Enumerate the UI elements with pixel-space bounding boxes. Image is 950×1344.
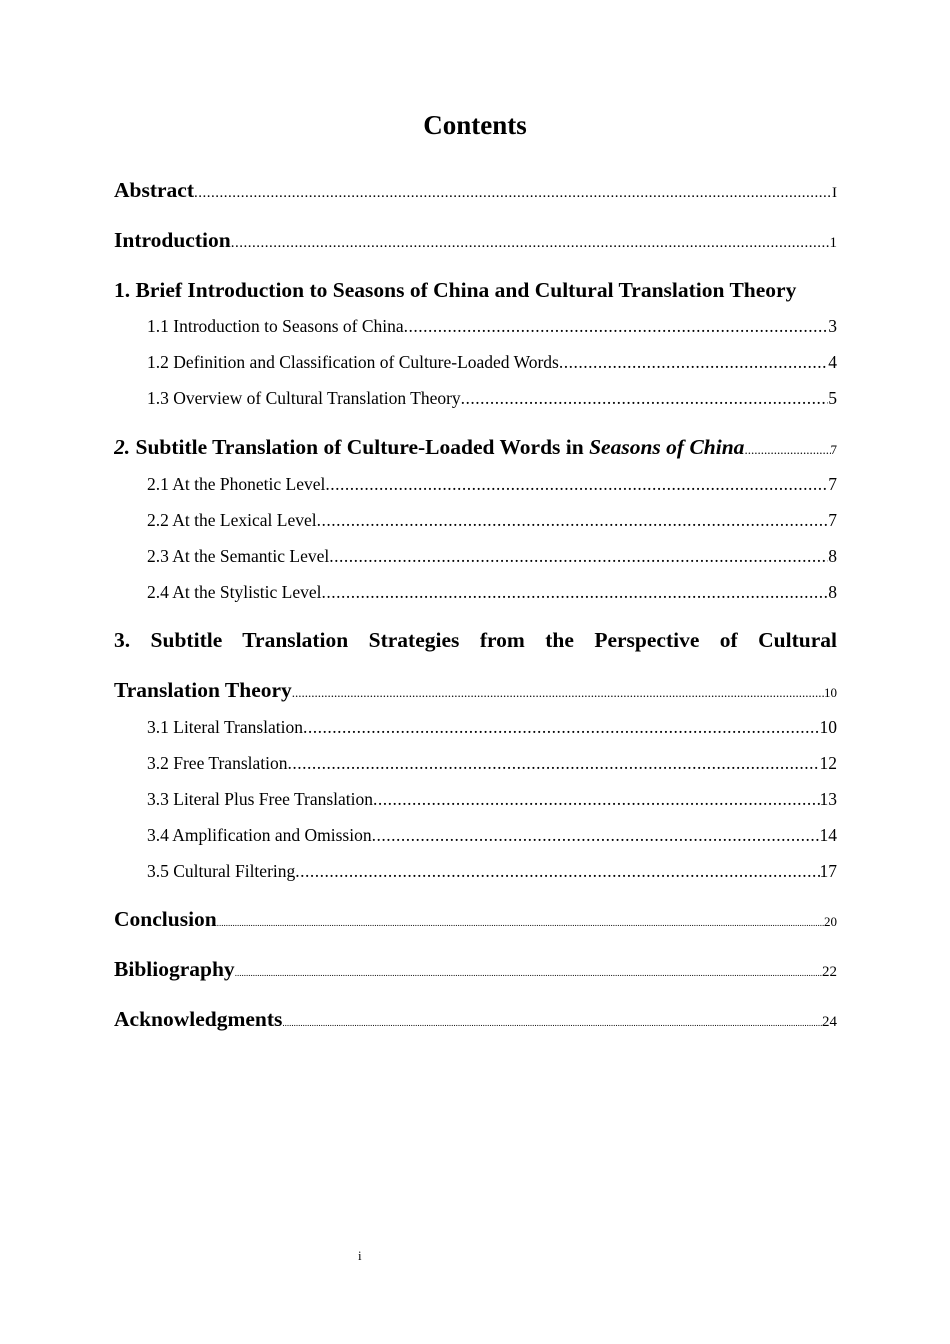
toc-label: Introduction	[114, 228, 231, 252]
toc-label: Conclusion	[114, 907, 217, 931]
dot-leader	[404, 316, 829, 337]
toc-entry-bibliography[interactable]	[114, 957, 837, 982]
toc-page-number: 20	[824, 914, 837, 929]
chapter-label-italic: Seasons of China	[589, 435, 745, 459]
toc-entry-3-5[interactable]	[147, 861, 837, 882]
toc-label: Bibliography	[114, 957, 235, 981]
toc-page-number: 13	[819, 789, 837, 809]
toc-entry-1-2[interactable]	[147, 352, 837, 373]
dot-leader	[317, 510, 829, 531]
toc-entry-3-3[interactable]	[147, 789, 837, 810]
dot-leader	[744, 442, 830, 458]
dot-leader	[559, 352, 828, 373]
toc-page-number: 14	[819, 825, 837, 845]
dot-leader	[288, 753, 820, 774]
toc-entry-2-4[interactable]	[147, 582, 837, 603]
toc-entry-abstract[interactable]	[114, 178, 837, 203]
chapter-number: 2.	[114, 435, 131, 459]
toc-page-number: I	[832, 185, 837, 201]
toc-page-number: 3	[828, 316, 837, 336]
dot-leader	[303, 717, 819, 738]
toc-page-number: 24	[822, 1014, 837, 1030]
toc-page-number: 4	[828, 352, 837, 372]
dot-leader	[373, 789, 819, 810]
toc-label: 3.3 Literal Plus Free Translation	[147, 789, 374, 809]
toc-entry-chapter-3-line-1[interactable]: 3. Subtitle Translation Strategies from the Perspective of Cultural	[114, 628, 837, 652]
toc-entry-2-2[interactable]	[147, 510, 837, 531]
dot-leader	[325, 474, 828, 495]
toc-label	[114, 435, 744, 460]
dot-leader	[194, 185, 832, 202]
dot-leader	[282, 1018, 822, 1028]
toc-page-number: 8	[828, 546, 837, 566]
toc-label: 1. Brief Introduction to Seasons of China and Cultural Translation Theory	[114, 278, 797, 302]
toc-page-number: 7	[830, 442, 837, 457]
toc-entry-2-1[interactable]	[147, 474, 837, 495]
toc-label: 2.4 At the Stylistic Level	[147, 582, 322, 602]
page-title: Contents	[423, 110, 527, 140]
toc-label: 3.5 Cultural Filtering	[147, 861, 296, 881]
toc-label: Translation Theory	[114, 678, 292, 702]
dot-leader	[322, 582, 829, 603]
toc-page-number: 17	[819, 861, 837, 881]
footer-page-number: i	[358, 1248, 362, 1263]
toc-page-number: 7	[828, 474, 837, 494]
toc-entry-3-4[interactable]	[147, 825, 837, 846]
toc-page-number: 7	[828, 510, 837, 530]
toc-label: 3.2 Free Translation	[147, 753, 288, 773]
toc-page-number: 10	[824, 685, 837, 700]
dot-leader	[217, 918, 824, 928]
toc-label: 3.4 Amplification and Omission	[147, 825, 372, 845]
toc-label: 2.2 At the Lexical Level	[147, 510, 317, 530]
toc-page-number: 22	[822, 964, 837, 980]
toc-page-number: 8	[828, 582, 837, 602]
toc-label: 1.1 Introduction to Seasons of China	[147, 316, 404, 336]
toc-page-number: 10	[819, 717, 837, 737]
toc-entry-chapter-1[interactable]	[114, 278, 837, 303]
toc-entry-conclusion[interactable]	[114, 907, 837, 932]
dot-leader	[235, 968, 822, 978]
dot-leader	[231, 235, 830, 252]
toc-entry-acknowledgments[interactable]	[114, 1007, 837, 1032]
toc-entry-chapter-3[interactable]	[114, 678, 837, 703]
toc-page-number: 5	[828, 388, 837, 408]
dot-leader	[329, 546, 828, 567]
dot-leader	[292, 685, 824, 701]
toc-entry-2-3[interactable]	[147, 546, 837, 567]
toc-label: 2.3 At the Semantic Level	[147, 546, 330, 566]
toc-label: Abstract	[114, 178, 195, 202]
dot-leader	[372, 825, 820, 846]
toc-label: 2.1 At the Phonetic Level	[147, 474, 326, 494]
toc-entry-3-1[interactable]	[147, 717, 837, 738]
toc-entry-chapter-2[interactable]	[114, 435, 837, 460]
toc-entry-1-3[interactable]	[147, 388, 837, 409]
toc-entry-introduction[interactable]	[114, 228, 837, 253]
toc-label: Acknowledgments	[114, 1007, 283, 1031]
toc-page-number: 12	[819, 753, 837, 773]
toc-entry-3-2[interactable]	[147, 753, 837, 774]
toc-label: 1.3 Overview of Cultural Translation Theory	[147, 388, 461, 408]
toc-page-number: 1	[829, 235, 837, 251]
toc-label: 3.1 Literal Translation	[147, 717, 304, 737]
chapter-label-text: Subtitle Translation of Culture-Loaded Words in	[130, 435, 590, 459]
toc-entry-1-1[interactable]	[147, 316, 837, 337]
dot-leader	[461, 388, 829, 409]
toc-label: 1.2 Definition and Classification of Culture-Loaded Words	[147, 352, 559, 372]
dot-leader	[295, 861, 819, 882]
